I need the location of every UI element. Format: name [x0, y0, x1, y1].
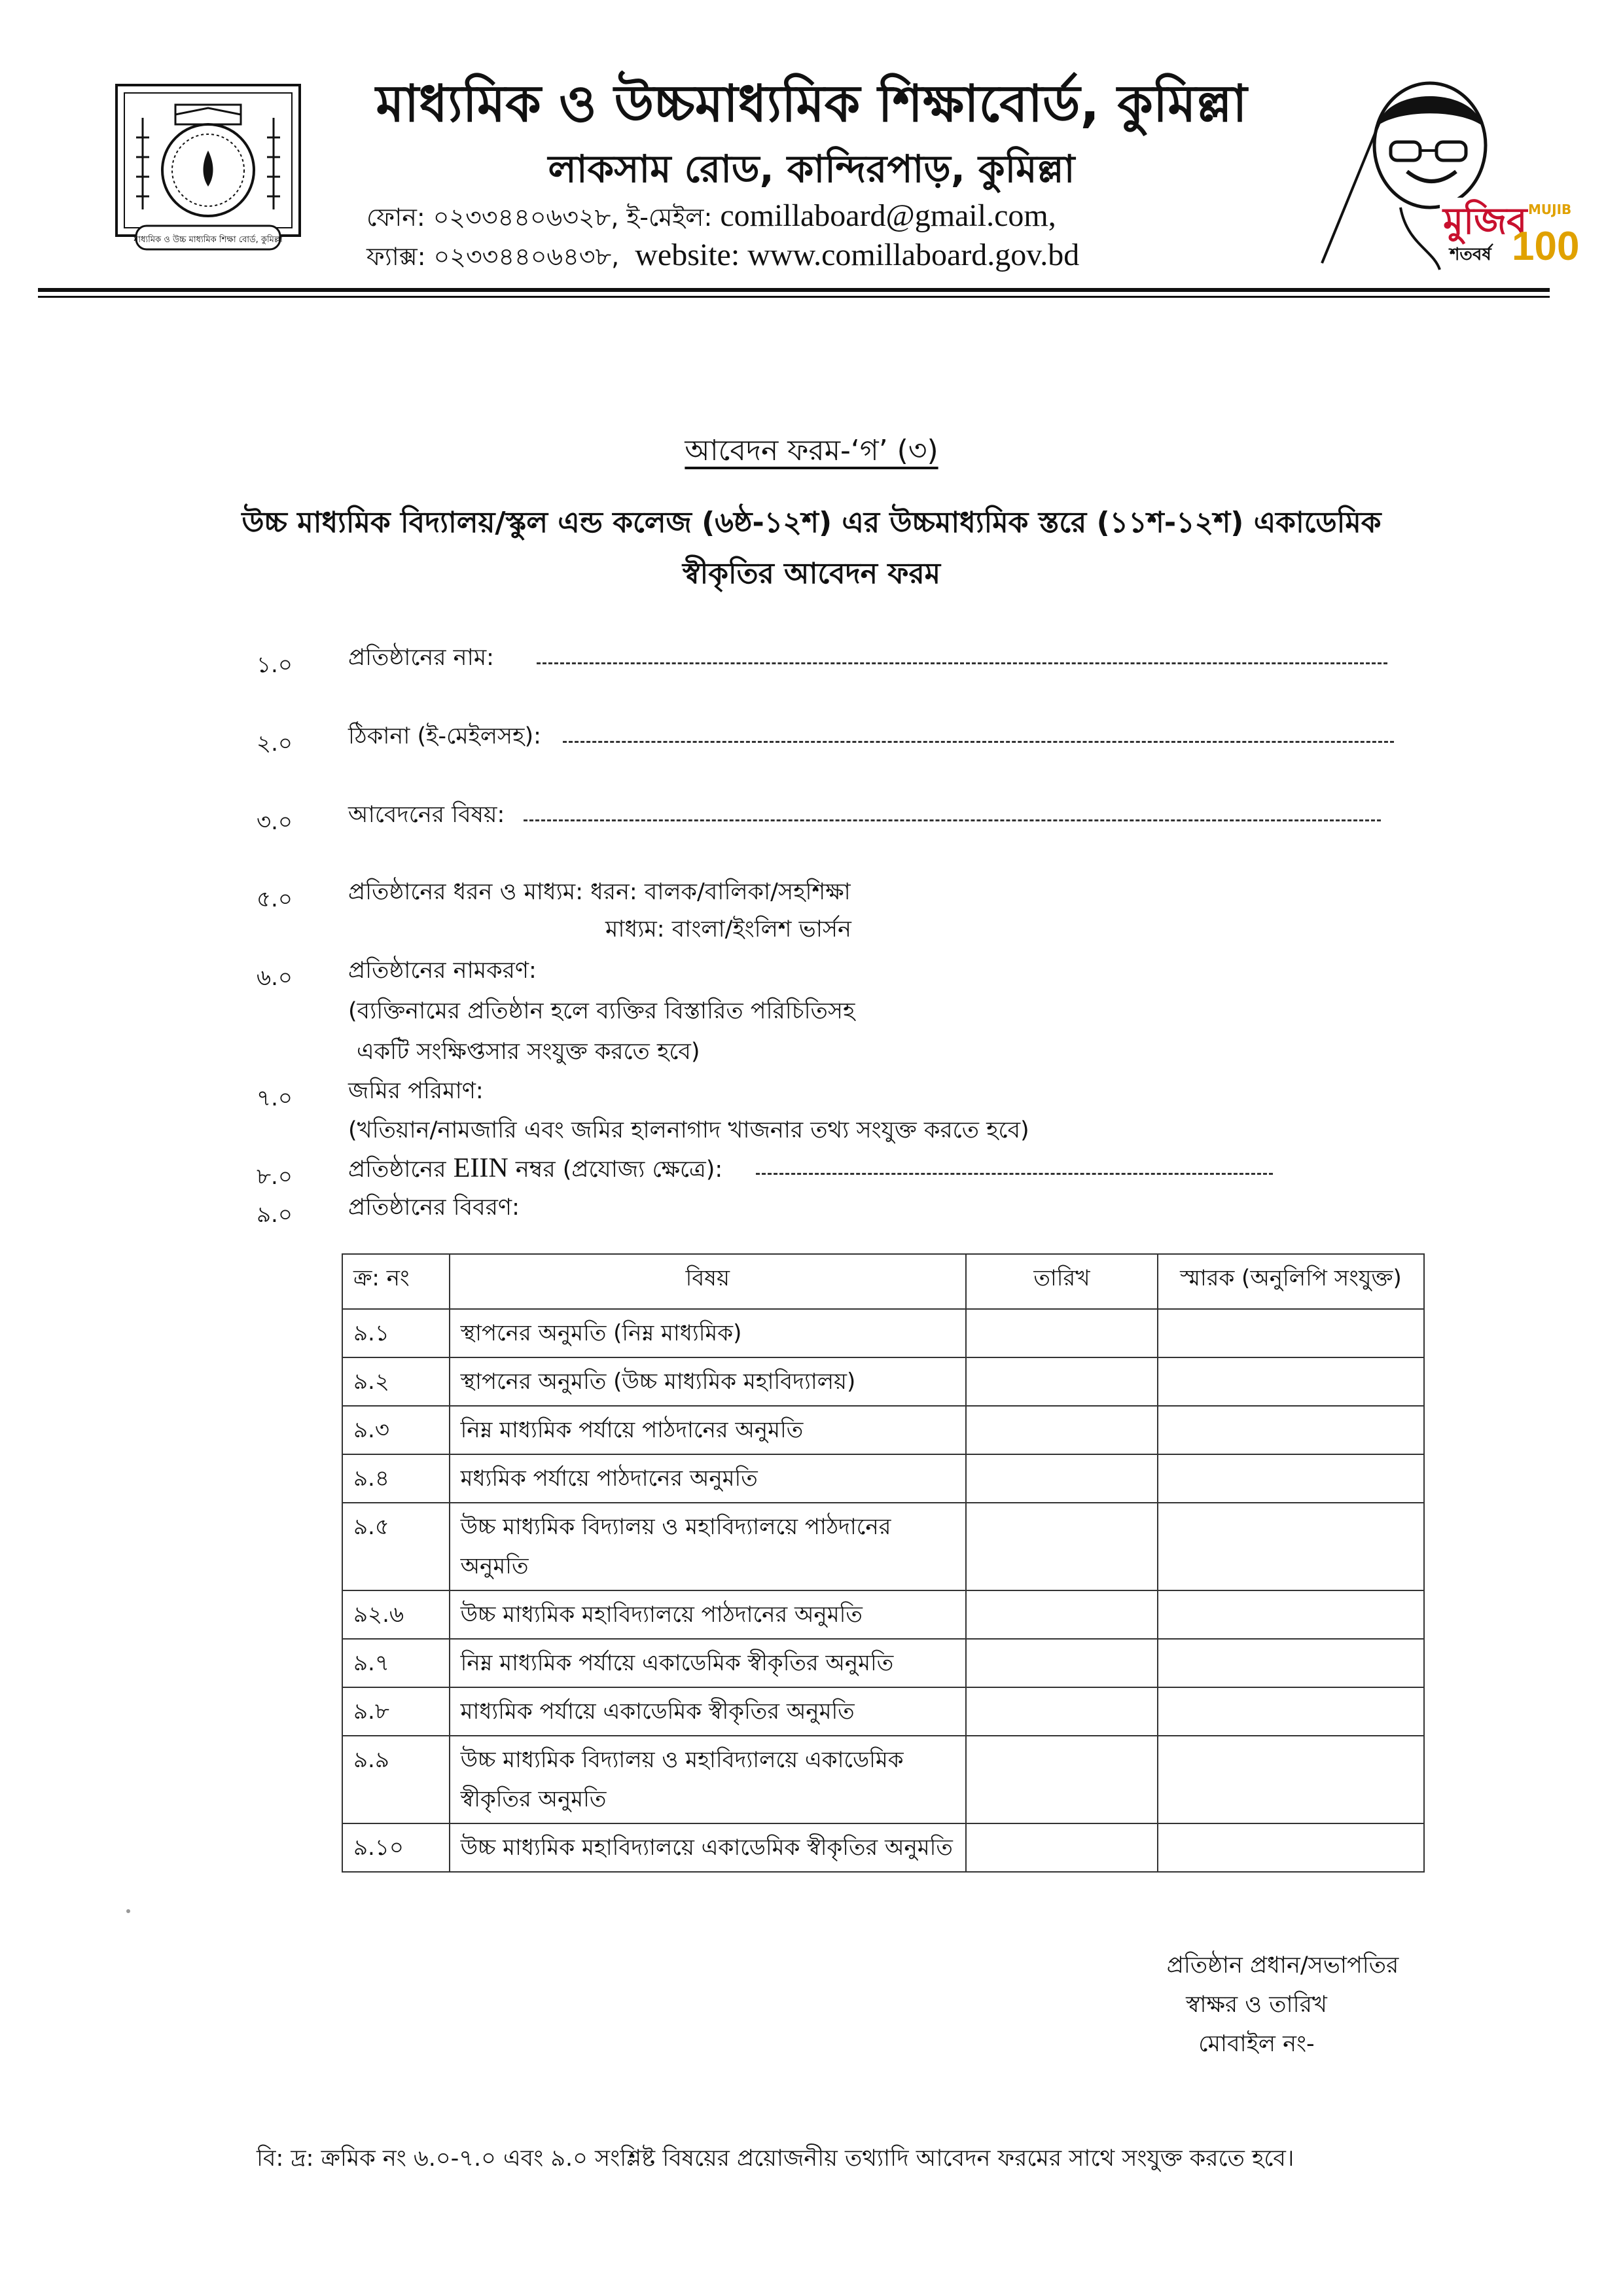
table-row	[342, 1454, 1424, 1503]
field-land-note: (খতিয়ান/নামজারি এবং জমির হালনাগাদ খাজনার তথ্য সংযুক্ত করতে হবে)	[348, 1117, 1029, 1143]
field-label-land-amount: জমির পরিমাণ:	[348, 1078, 484, 1104]
table-row	[342, 1503, 1424, 1590]
row-subject: উচ্চ মাধ্যমিক বিদ্যালয় ও মহাবিদ্যালয়ে একাডেমিক স্বীকৃতির অনুমতি	[450, 1736, 967, 1823]
eiin-label-post: নম্বর (প্রযোজ্য ক্ষেত্রে):	[515, 1157, 723, 1183]
row-memo-cell[interactable]	[1158, 1736, 1424, 1823]
header-divider-thin	[38, 296, 1550, 298]
header-divider-thick	[38, 288, 1550, 292]
col-header-date: তারিখ	[966, 1254, 1158, 1309]
field-number: ৩.০	[257, 809, 293, 835]
table-header-row	[342, 1254, 1424, 1309]
field-naming-note-1: (ব্যক্তিনামের প্রতিষ্ঠান হলে ব্যক্তির বিস্তারিত পরিচিতিসহ	[348, 998, 855, 1024]
row-subject: উচ্চ মাধ্যমিক মহাবিদ্যালয়ে পাঠদানের অনুমতি	[450, 1590, 967, 1639]
field-label-type-medium: প্রতিষ্ঠানের ধরন ও মাধ্যম: ধরন: বালক/বালিকা/সহশিক্ষা	[348, 879, 851, 905]
row-memo-cell[interactable]	[1158, 1639, 1424, 1687]
fax-label: ফ্যাক্স:	[366, 242, 426, 271]
institution-details-table	[342, 1253, 1425, 1873]
row-memo-cell[interactable]	[1158, 1454, 1424, 1503]
row-serial: ৯.৭	[342, 1639, 450, 1687]
eiin-blank[interactable]	[756, 1173, 1273, 1175]
form-subtitle-line1: উচ্চ মাধ্যমিক বিদ্যালয়/স্কুল এন্ড কলেজ (৬ষ্ঠ-১২শ) এর উচ্চমাধ্যমিক স্তরে (১১শ-১২শ) একাডেমিক	[241, 506, 1382, 539]
field-medium-options: মাধ্যম: বাংলা/ইংলিশ ভার্সন	[605, 916, 851, 942]
row-subject: উচ্চ মাধ্যমিক মহাবিদ্যালয়ে একাডেমিক স্বীকৃতির অনুমতি	[450, 1823, 967, 1872]
field-label-institution-details: প্রতিষ্ঠানের বিবরণ:	[348, 1194, 520, 1221]
field-label-naming: প্রতিষ্ঠানের নামকরণ:	[348, 958, 537, 984]
field-number: ৫.০	[257, 886, 293, 912]
row-memo-cell[interactable]	[1158, 1309, 1424, 1357]
row-serial: ৯.৩	[342, 1406, 450, 1454]
eiin-label-code: EIIN	[453, 1153, 508, 1183]
contact-line-fax-website	[366, 237, 1296, 279]
row-serial: ৯.৫	[342, 1503, 450, 1590]
row-date-cell[interactable]	[966, 1503, 1158, 1590]
row-subject: উচ্চ মাধ্যমিক বিদ্যালয় ও মহাবিদ্যালয়ে পাঠদানের অনুমতি	[450, 1503, 967, 1590]
scan-speck	[126, 1909, 130, 1913]
row-serial: ৯২.৬	[342, 1590, 450, 1639]
board-seal-logo	[110, 79, 306, 255]
phone-number: ০২৩৩৪৪০৬৩২৮,	[433, 203, 619, 232]
row-serial: ৯.৯	[342, 1736, 450, 1823]
row-date-cell[interactable]	[966, 1454, 1158, 1503]
row-memo-cell[interactable]	[1158, 1503, 1424, 1590]
field-label-eiin	[348, 1149, 722, 1189]
row-date-cell[interactable]	[966, 1639, 1158, 1687]
col-header-serial: ক্র: নং	[342, 1254, 450, 1309]
table-row	[342, 1687, 1424, 1736]
board-address: লাকসাম রোড, কান্দিরপাড়, কুমিল্লা	[548, 147, 1075, 191]
email-address: comillaboard@gmail.com,	[720, 198, 1056, 233]
row-serial: ৯.৮	[342, 1687, 450, 1736]
form-subtitle-line2: স্বীকৃতির আবেদন ফরম	[682, 557, 941, 590]
field-number: ৭.০	[257, 1085, 293, 1111]
field-number: ১.০	[257, 652, 293, 678]
board-name: মাধ্যমিক ও উচ্চমাধ্যমিক শিক্ষাবোর্ড, কুমিল্লা	[376, 75, 1247, 134]
email-label: ই-মেইল:	[626, 203, 713, 232]
field-number: ৯.০	[257, 1202, 293, 1228]
row-serial: ৯.১	[342, 1309, 450, 1357]
contact-line-phone-email	[366, 198, 1296, 240]
field-label-institution-name: প্রতিষ্ঠানের নাম:	[348, 645, 494, 671]
field-number: ৬.০	[257, 965, 293, 991]
table-row	[342, 1309, 1424, 1357]
footnote: বি: দ্র: ক্রমিক নং ৬.০-৭.০ এবং ৯.০ সংশ্লিষ্ট বিষয়ের প্রয়োজনীয় তথ্যাদি আবেদন ফরমের সাথে সংযুক্ত করতে হবে।	[257, 2145, 1294, 2172]
row-subject: স্থাপনের অনুমতি (নিম্ন মাধ্যমিক)	[450, 1309, 967, 1357]
form-title	[0, 429, 1623, 476]
row-subject: নিম্ন মাধ্যমিক পর্যায়ে পাঠদানের অনুমতি	[450, 1406, 967, 1454]
row-date-cell[interactable]	[966, 1590, 1158, 1639]
institution-name-blank[interactable]	[537, 662, 1387, 664]
row-memo-cell[interactable]	[1158, 1590, 1424, 1639]
row-date-cell[interactable]	[966, 1406, 1158, 1454]
row-memo-cell[interactable]	[1158, 1823, 1424, 1872]
table-row	[342, 1406, 1424, 1454]
signature-title: প্রতিষ্ঠান প্রধান/সভাপতির	[1166, 1952, 1399, 1979]
phone-label: ফোন:	[366, 203, 425, 232]
row-date-cell[interactable]	[966, 1309, 1158, 1357]
col-header-memo: স্মারক (অনুলিপি সংযুক্ত)	[1158, 1254, 1424, 1309]
row-date-cell[interactable]	[966, 1357, 1158, 1406]
row-memo-cell[interactable]	[1158, 1406, 1424, 1454]
website-url: www.comillaboard.gov.bd	[747, 238, 1080, 272]
mujib-logo-en: MUJIB	[1528, 202, 1572, 217]
form-subtitle	[131, 497, 1492, 600]
field-label-address: ঠিকানা (ই-মেইলসহ):	[348, 723, 541, 749]
fax-number: ০২৩৩৪৪০৬৪৩৮,	[433, 242, 620, 271]
application-subject-blank[interactable]	[524, 819, 1381, 821]
row-date-cell[interactable]	[966, 1736, 1158, 1823]
field-label-application-subject: আবেদনের বিষয়:	[348, 802, 505, 828]
row-date-cell[interactable]	[966, 1687, 1158, 1736]
table-row	[342, 1590, 1424, 1639]
row-memo-cell[interactable]	[1158, 1357, 1424, 1406]
row-serial: ৯.২	[342, 1357, 450, 1406]
row-memo-cell[interactable]	[1158, 1687, 1424, 1736]
field-number: ২.০	[257, 730, 293, 757]
address-blank[interactable]	[563, 741, 1394, 743]
form-title-text: আবেদন ফরম-‘গ’ (৩)	[685, 434, 938, 467]
col-header-subject: বিষয়	[450, 1254, 967, 1309]
row-date-cell[interactable]	[966, 1823, 1158, 1872]
mujib-logo-text: মুজিব	[1443, 200, 1527, 243]
table-row	[342, 1823, 1424, 1872]
table-row	[342, 1639, 1424, 1687]
table-row	[342, 1736, 1424, 1823]
field-number: ৮.০	[257, 1164, 293, 1190]
row-subject: মাধ্যমিক পর্যায়ে একাডেমিক স্বীকৃতির অনুমতি	[450, 1687, 967, 1736]
mujib-logo-sub: শতবর্ষ	[1450, 245, 1491, 264]
field-naming-note-2: একটি সংক্ষিপ্তসার সংযুক্ত করতে হবে)	[357, 1039, 700, 1065]
seal-text: মাধ্যমিক ও উচ্চ মাধ্যমিক শিক্ষা বোর্ড, কুমিল্লা	[134, 235, 283, 245]
row-serial: ৯.১০	[342, 1823, 450, 1872]
website-label: website:	[635, 238, 740, 272]
signature-mobile: মোবাইল নং-	[1198, 2031, 1315, 2057]
mujib-centenary-logo	[1309, 73, 1580, 270]
row-subject: মধ্যমিক পর্যায়ে পাঠদানের অনুমতি	[450, 1454, 967, 1503]
signature-date: স্বাক্ষর ও তারিখ	[1186, 1992, 1327, 2018]
row-serial: ৯.৪	[342, 1454, 450, 1503]
eiin-label-pre: প্রতিষ্ঠানের	[348, 1157, 446, 1183]
row-subject: নিম্ন মাধ্যমিক পর্যায়ে একাডেমিক স্বীকৃতির অনুমতি	[450, 1639, 967, 1687]
mujib-logo-num: 100	[1512, 224, 1580, 269]
table-row	[342, 1357, 1424, 1406]
row-subject: স্থাপনের অনুমতি (উচ্চ মাধ্যমিক মহাবিদ্যালয়)	[450, 1357, 967, 1406]
